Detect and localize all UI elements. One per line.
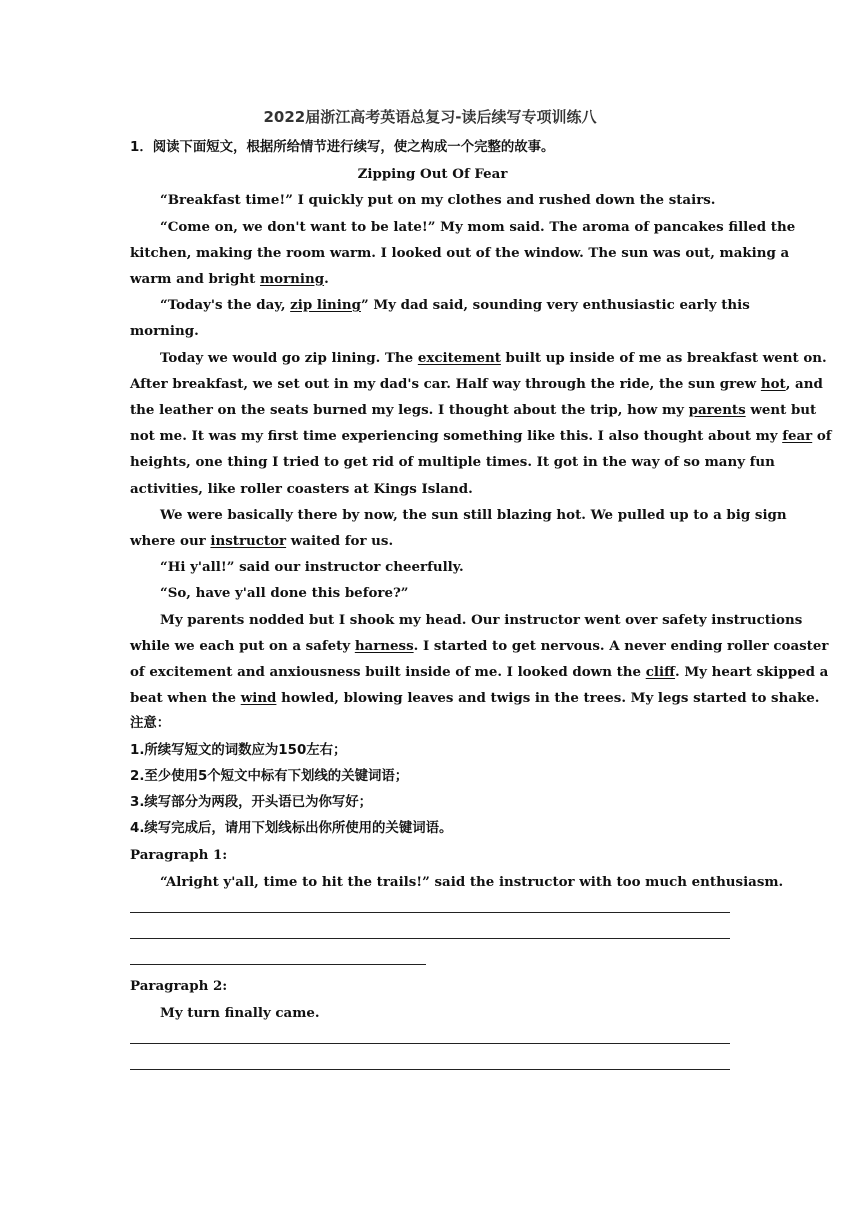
story-line: “Come on, we don't want to be late!” My mom said. The aroma of pancakes filled the xyxy=(160,218,796,235)
story-line xyxy=(130,528,735,554)
story-text-segment: of xyxy=(812,428,832,445)
story-line xyxy=(130,345,827,371)
document-title: 2022届浙江高考英语总复习-读后续写专项训练八 xyxy=(263,108,597,126)
story-text-segment: not me. It was my first time experiencing something like this. I also thought about my xyxy=(130,428,783,445)
story-line: “Hi y'all!” said our instructor cheerfully. xyxy=(160,559,464,576)
story-text-segment: . My heart skipped a xyxy=(675,664,829,681)
keyword-underlined: hot xyxy=(760,375,786,392)
story-text xyxy=(130,187,832,711)
note-item: 2.至少使用5个短文中标有下划线的关键词语； xyxy=(130,768,409,784)
story-text-segment: of excitement and anxiousness built inside of me. I looked down the xyxy=(130,664,646,681)
story-text-segment: After breakfast, we set out in my dad's car. Half way through the ride, the sun grew xyxy=(130,375,761,392)
paragraph1-opening: “Alright y'all, time to hit the trails!” said the instructor with too much enthusiasm. xyxy=(160,873,784,890)
story-text-segment: , and xyxy=(785,375,823,392)
question-prompt: 1．阅读下面短文，根据所给情节进行续写，使之构成一个完整的故事。 xyxy=(130,140,555,155)
notes-heading: 注意： xyxy=(130,716,171,732)
keyword-underlined: fear xyxy=(782,428,813,445)
story-line xyxy=(130,292,750,318)
story-text-segment: beat when the xyxy=(130,690,241,707)
story-text-segment: while we each put on a safety xyxy=(130,637,355,654)
story-line xyxy=(130,397,817,423)
story-text-segment: built up inside of me as breakfast went on. xyxy=(500,349,827,366)
story-line: “Breakfast time!” I quickly put on my clothes and rushed down the stairs. xyxy=(160,192,716,209)
note-item: 4.续写完成后，请用下划线标出你所使用的关键词语。 xyxy=(130,821,453,837)
paragraph2-section xyxy=(130,973,735,1078)
story-text-segment: warm and bright xyxy=(130,271,260,288)
story-text-segment: went but xyxy=(745,402,817,419)
story-line xyxy=(130,423,832,449)
paragraph2-label: Paragraph 2: xyxy=(130,978,228,995)
answer-line[interactable] xyxy=(130,947,735,973)
keyword-underlined: cliff xyxy=(645,664,676,681)
story-line xyxy=(130,266,735,292)
note-item: 3.续写部分为两段，开头语已为你写好； xyxy=(130,795,373,811)
answer-line[interactable] xyxy=(130,1026,735,1052)
note-item: 1.所续写短文的词数应为150左右； xyxy=(130,742,347,758)
story-line xyxy=(130,633,829,659)
paragraph2-opening: My turn finally came. xyxy=(160,1004,320,1021)
story-text-segment: Today we would go zip lining. The xyxy=(160,349,418,366)
story-line: My parents nodded but I shook my head. Our instructor went over safety instructions xyxy=(160,611,803,628)
story-text-segment: “Today's the day, xyxy=(160,297,291,314)
story-text-segment: . xyxy=(324,271,329,288)
answer-line[interactable] xyxy=(130,1052,735,1078)
story-line xyxy=(130,685,820,711)
story-line: We were basically there by now, the sun still blazing hot. We pulled up to a big sign xyxy=(160,506,787,523)
story-text-segment: . I started to get nervous. A never ending roller coaster xyxy=(413,637,829,654)
paragraph1-label: Paragraph 1: xyxy=(130,847,228,864)
answer-line[interactable] xyxy=(130,921,735,947)
keyword-underlined: wind xyxy=(240,690,277,707)
answer-line[interactable] xyxy=(130,895,735,921)
story-line xyxy=(130,371,823,397)
story-text-segment: the leather on the seats burned my legs. I thought about the trip, how my xyxy=(130,402,689,419)
keyword-underlined: morning xyxy=(259,271,325,288)
story-text-segment: howled, blowing leaves and twigs in the trees. My legs started to shake. xyxy=(276,690,820,707)
story-line: heights, one thing I tried to get rid of multiple times. It got in the way of so many fun xyxy=(130,454,775,471)
story-title: Zipping Out Of Fear xyxy=(357,166,508,183)
keyword-underlined: parents xyxy=(688,402,746,419)
story-line: activities, like roller coasters at Kings Island. xyxy=(130,480,473,497)
story-line: morning. xyxy=(130,323,199,340)
notes-section xyxy=(130,711,735,842)
keyword-underlined: harness xyxy=(354,637,414,654)
document-body xyxy=(130,135,832,1078)
story-line: kitchen, making the room warm. I looked out of the window. The sun was out, making a xyxy=(130,244,790,261)
keyword-underlined: zip lining xyxy=(290,297,361,314)
story-line xyxy=(130,659,829,685)
story-line: “So, have y'all done this before?” xyxy=(160,585,409,602)
story-text-segment: where our xyxy=(130,533,211,550)
paragraph1-section xyxy=(130,842,784,973)
keyword-underlined: instructor xyxy=(210,533,287,550)
story-text-segment: ” My dad said, sounding very enthusiastic early this xyxy=(360,297,750,314)
story-text-segment: waited for us. xyxy=(286,533,394,550)
keyword-underlined: excitement xyxy=(417,349,501,366)
